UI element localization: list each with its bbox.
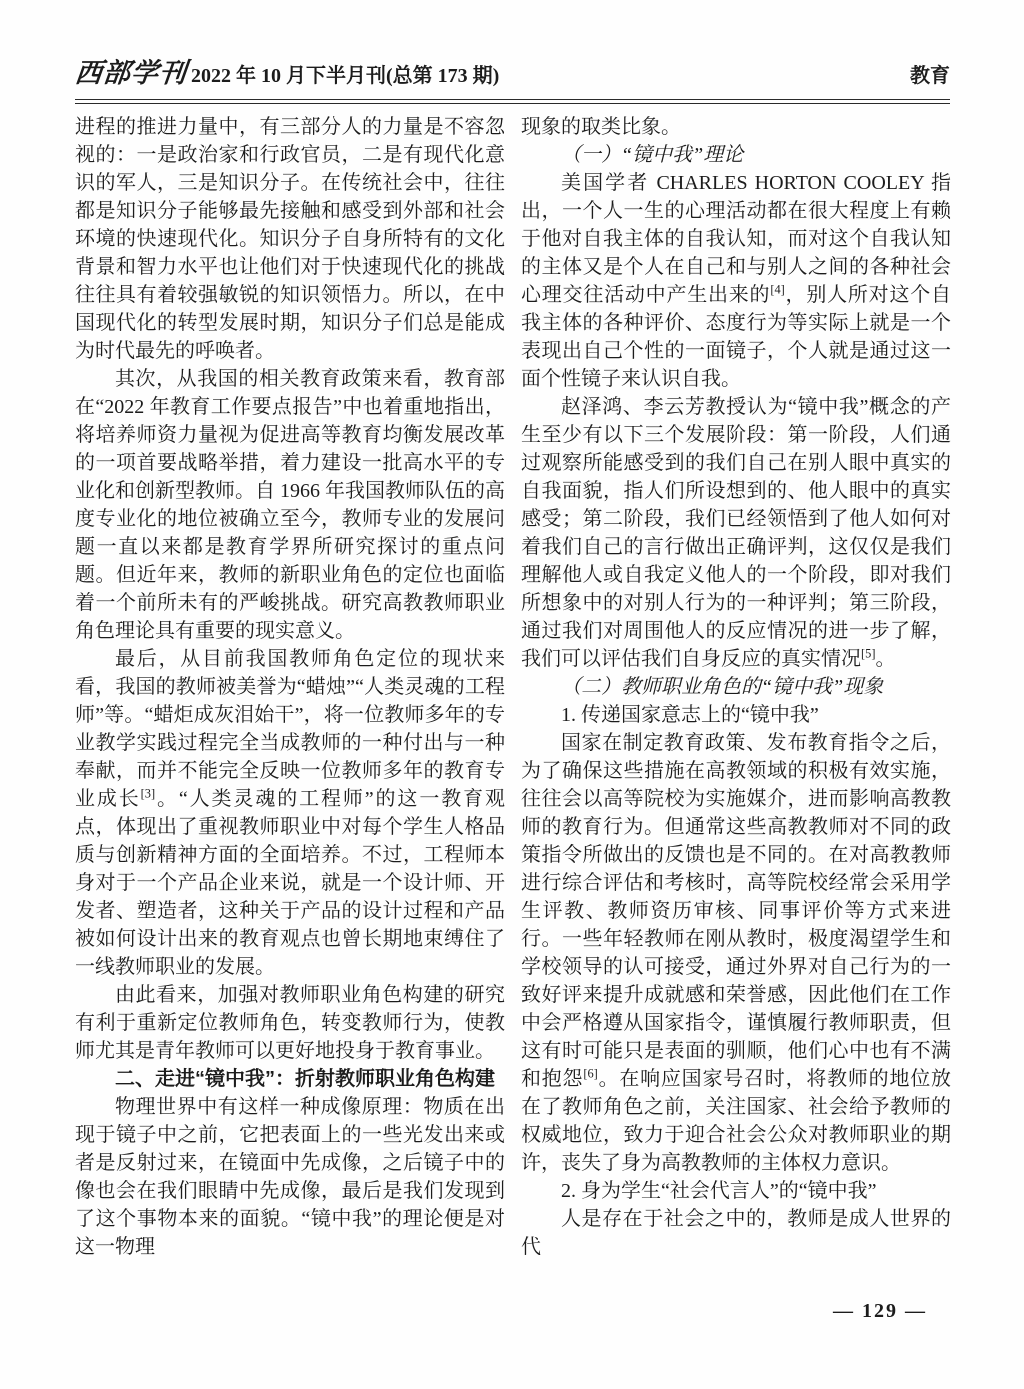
header-double-rule — [75, 99, 950, 104]
section-label: 教育 — [910, 65, 950, 87]
paragraph: 物理世界中有这样一种成像原理：物质在出现于镜子中之前，它把表面上的一些光发出来或者是反射过来，在镜面中先成像，之后镜子中的像也会在我们眼睛中先成像，最后是我们发现到了这个事物本来的面貌。“镜中我”的理论便是对这一物理 — [75, 1096, 505, 1258]
paragraph: 人是存在于社会之中的，教师是成人世界的代 — [521, 1208, 951, 1258]
page-number: — 129 — — [833, 1300, 927, 1322]
paragraph: 2. 身为学生“社会代言人”的“镜中我” — [561, 1180, 877, 1202]
citation-marker: [6] — [583, 1066, 598, 1081]
subsection-heading: （一）“镜中我”理论 — [561, 144, 744, 166]
paragraph: 其次，从我国的相关教育政策来看，教育部在“2022 年教育工作要点报告”中也着重地指出，将培养师资力量视为促进高等教育均衡发展改革的一项首要战略举措，着力建设一批高水平的专业化和创新型教师。自 1966 年我国教师队伍的高度专业化的地位被确立至今，教师专业的发展问题一直以来都是教育学界所研究探讨的重点问题。但近年来，教师的新职业角色的定位也面临着一个前所未有的严峻挑战。研究高教教师职业角色理论具有重要的现实意义。 — [75, 368, 505, 642]
paragraph: 最后，从目前我国教师角色定位的现状来看，我国的教师被美誉为“蜡烛”“人类灵魂的工程师”等。“蜡炬成灰泪始干”，将一位教师多年的专业教学实践过程完全当成教师的一种付出与一种奉献，而并不能完全反映一位教师多年的教育专业成长[3]。“人类灵魂的工程师”的这一教育观点，体现出了重视教师职业中对每个学生人格品质与创新精神方面的全面培养。不过，工程师本身对于一个产品企业来说，就是一个设计师、开发者、塑造者，这种关于产品的设计过程和产品被如何设计出来的教育观点也曾长期地束缚住了一线教师职业的发展。 — [75, 648, 505, 978]
journal-logo: 西部学刊 — [73, 58, 189, 88]
issue-info: 2022 年 10 月下半月刊(总第 173 期) — [191, 65, 500, 87]
citation-marker: [4] — [770, 282, 785, 297]
paragraph: 进程的推进力量中，有三部分人的力量是不容忽视的：一是政治家和行政官员，二是有现代化意识的军人，三是知识分子。在传统社会中，往往都是知识分子能够最先接触和感受到外部和社会环境的快速现代化。知识分子自身所特有的文化背景和智力水平也让他们对于快速现代化的挑战往往具有着较强敏锐的知识领悟力。所以，在中国现代化的转型发展时期，知识分子们总是能成为时代最先的呼唤者。 — [75, 116, 505, 362]
subsection-heading: （二）教师职业角色的“镜中我”现象 — [561, 676, 884, 698]
paragraph: 赵泽鸿、李云芳教授认为“镜中我”概念的产生至少有以下三个发展阶段：第一阶段，人们通过观察所能感受到的我们自己在别人眼中真实的自我面貌，指人们所设想到的、他人眼中的真实感受；第二阶段，我们已经领悟到了他人如何对着我们自己的言行做出正确评判，这仅仅是我们理解他人或自我定义他人的一个阶段，即对我们所想象中的对别人行为的一种评判；第三阶段，通过我们对周围他人的反应情况的进一步了解，我们可以评估我们自身反应的真实情况[5]。 — [521, 396, 951, 670]
column-right — [521, 113, 951, 1261]
citation-marker: [5] — [861, 646, 876, 661]
paragraph: 由此看来，加强对教师职业角色构建的研究有利于重新定位教师角色，转变教师行为，使教师尤其是青年教师可以更好地投身于教育事业。 — [75, 984, 505, 1062]
page-header — [75, 60, 950, 87]
column-left — [75, 113, 505, 1261]
paragraph: 现象的取类比象。 — [521, 116, 681, 138]
header-left — [75, 60, 499, 87]
citation-marker: [3] — [140, 786, 156, 801]
paragraph: 1. 传递国家意志上的“镜中我” — [561, 704, 819, 726]
paragraph: 美国学者 CHARLES HORTON COOLEY 指出，一个人一生的心理活动都在很大程度上有赖于他对自我主体的自我认知，而对这个自我认知的主体又是个人在自己和与别人之间的各种社会心理交往活动中产生出来的[4]，别人所对这个自我主体的各种评价、态度行为等实际上就是一个表现出自己个性的一面镜子，个人就是通过这一面个性镜子来认识自我。 — [521, 172, 951, 390]
section-heading: 二、走进“镜中我”：折射教师职业角色构建 — [115, 1068, 495, 1090]
paragraph: 国家在制定教育政策、发布教育指令之后，为了确保这些措施在高教领域的积极有效实施，往往会以高等院校为实施媒介，进而影响高教教师的教育行为。但通常这些高教教师对不同的政策指令所做出的反馈也是不同的。在对高教教师进行综合评估和考核时，高等院校经常会采用学生评教、教师资历审核、同事评价等方式来进行。一些年轻教师在刚从教时，极度渴望学生和学校领导的认可接受，通过外界对自己行为的一致好评来提升成就感和荣誉感，因此他们在工作中会严格遵从国家指令，谨慎履行教师职责，但这有时可能只是表面的驯顺，他们心中也有不满和抱怨[6]。在响应国家号召时，将教师的地位放在了教师角色之前，关注国家、社会给予教师的权威地位，致力于迎合社会公众对教师职业的期许，丧失了身为高教教师的主体权力意识。 — [521, 732, 952, 1174]
article-body — [75, 113, 951, 1261]
